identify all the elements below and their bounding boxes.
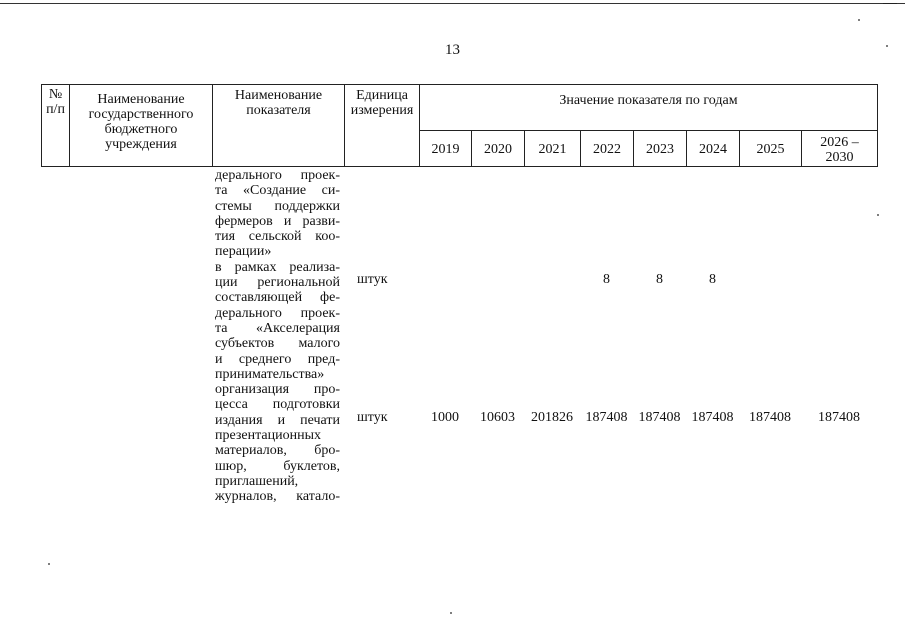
scan-speck [858, 19, 860, 21]
value-2020: 10603 [480, 410, 515, 425]
header-year-2019: 2019 [420, 131, 472, 167]
header-year-2025: 2025 [740, 131, 802, 167]
header-values-by-year: Значение показателя по годам [420, 85, 878, 131]
scan-speck [48, 563, 50, 565]
value-2024: 187408 [691, 410, 734, 425]
scan-speck [450, 612, 452, 614]
value-2022: 8 [603, 272, 610, 287]
row-unit: штук [357, 272, 388, 287]
value-2023: 8 [656, 272, 663, 287]
header-year-2022: 2022 [581, 131, 634, 167]
row-unit: штук [357, 410, 388, 425]
header-year-2024: 2024 [687, 131, 740, 167]
row-indicator: дерального проек- та «Создание си- стемы поддержки фермеров и разви- тия сельской коо- перации» [215, 168, 340, 260]
indicator-text-column [215, 168, 340, 505]
header-year-2020: 2020 [472, 131, 525, 167]
header-year-2021: 2021 [525, 131, 581, 167]
header-indicator: Наименование показателя [213, 85, 345, 167]
value-2023: 187408 [638, 410, 681, 425]
header-institution: Наименование государственного бюджетного учреждения [70, 85, 213, 167]
page-number: 13 [445, 42, 460, 58]
scan-mark [883, 3, 897, 4]
value-2024: 8 [709, 272, 716, 287]
header-unit: Единица измерения [345, 85, 420, 167]
value-2025: 187408 [749, 410, 791, 425]
scan-top-border [0, 3, 905, 4]
scan-speck [877, 214, 879, 216]
header-year-2026-2030: 2026 – 2030 [802, 131, 878, 167]
value-2022: 187408 [585, 410, 628, 425]
scan-speck [886, 45, 888, 47]
header-num: № п/п [42, 85, 70, 167]
table-header [41, 84, 878, 167]
value-2026-2030: 187408 [818, 410, 860, 425]
value-2021: 201826 [531, 410, 573, 425]
row-indicator: организация про- цесса подготовки издания и печати презентационных материалов, бро- шюр, буклетов, приглашений, журналов, катало- [215, 382, 340, 505]
row-indicator: в рамках реализа- ции региональной составляющей фе- дерального проек- та «Акселерация субъектов малого и среднего пред- принимательства» [215, 259, 340, 382]
value-2019: 1000 [431, 410, 459, 425]
header-year-2023: 2023 [634, 131, 687, 167]
